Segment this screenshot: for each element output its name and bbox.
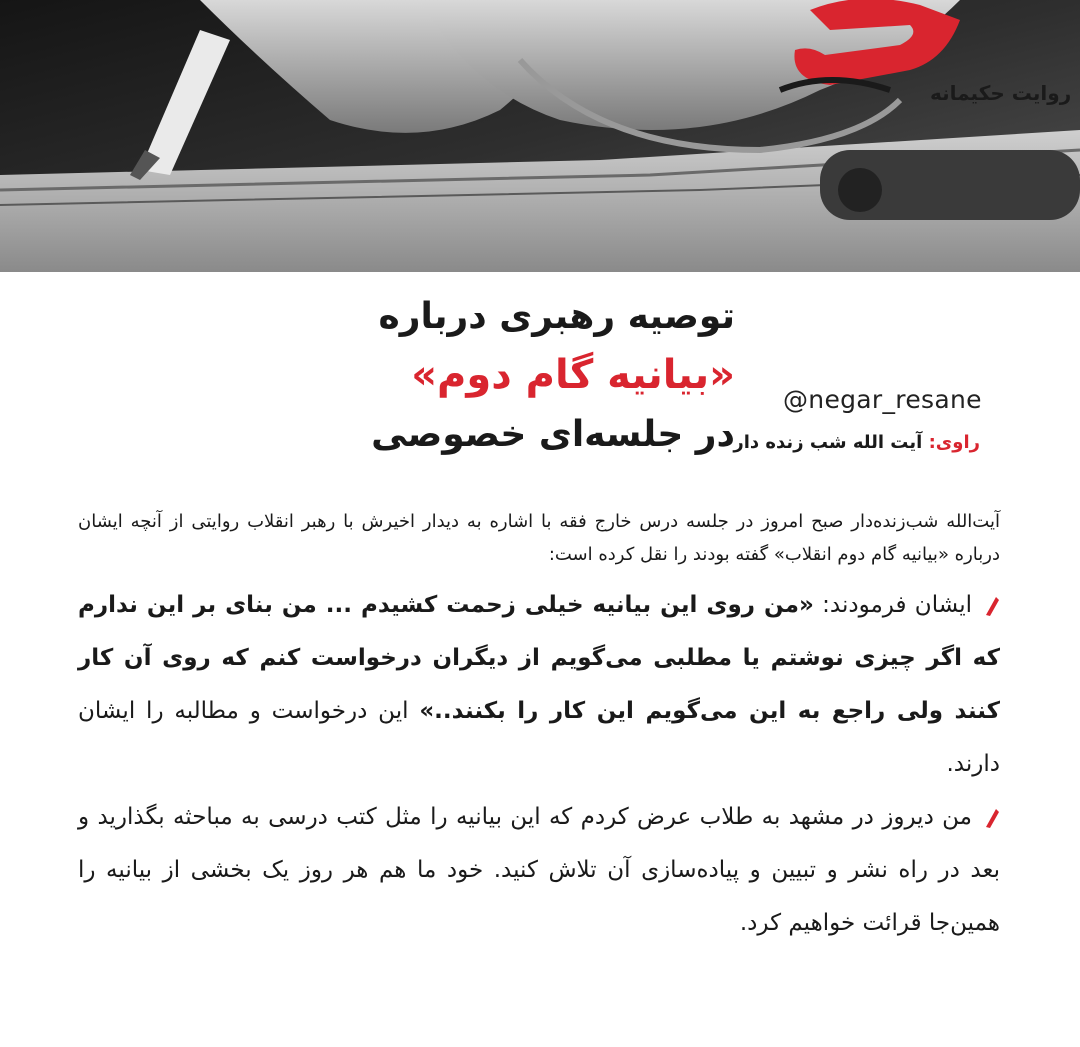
narrator-label: راوی: (928, 432, 980, 453)
quote-paragraph (78, 579, 1000, 791)
headline-line-1: توصیه رهبری درباره (378, 296, 735, 337)
quote-tail: این درخواست و مطالبه را ایشان دارند. (78, 698, 1000, 777)
logo-subtext: روایت حکیمانه (930, 81, 1072, 105)
second-paragraph-text: من دیروز در مشهد به طلاب عرض کردم که این بیانیه را مثل کتب درسی به مباحثه بگذارید و بعد در راه نشر و تبیین و پیاده‌سازی آن تلاش کنید. خود ما هم هر روز یک بخشی از بیانیه را همین‌جا قرائت خواهیم کرد. (78, 804, 1000, 936)
article-body (78, 505, 1000, 950)
instagram-handle: @negar_resane (783, 385, 982, 414)
narrator (733, 432, 980, 453)
second-paragraph (78, 791, 1000, 950)
headline (255, 290, 735, 464)
negar-logo (770, 0, 1072, 120)
quote-lead: ایشان فرمودند: (813, 592, 973, 618)
red-quote-mark-icon (982, 595, 1000, 617)
quote-text: «من روی این بیانیه خیلی زحمت کشیدم ... من بنای بر این ندارم که اگر چیزی نوشتم یا مطلبی می‌گویم از دیگران درخواست کنم که روی آن کار کنند ولی راجع به این می‌گویم این کار را بکنند..» (78, 592, 1000, 724)
intro-paragraph: آیت‌الله شب‌زنده‌دار صبح امروز در جلسه درس خارج فقه با اشاره به دیدار اخیرش با رهبر انقلاب روایتی از آنچه ایشان درباره «بیانیه گام دوم انقلاب» گفته بودند را نقل کرده است: (78, 511, 1000, 565)
headline-line-2: «بیانیه گام دوم» (411, 352, 735, 398)
narrator-name: آیت الله شب زنده دار (733, 432, 923, 453)
red-quote-mark-icon (982, 807, 1000, 829)
headline-line-3: در جلسه‌ای خصوصی (371, 414, 735, 455)
